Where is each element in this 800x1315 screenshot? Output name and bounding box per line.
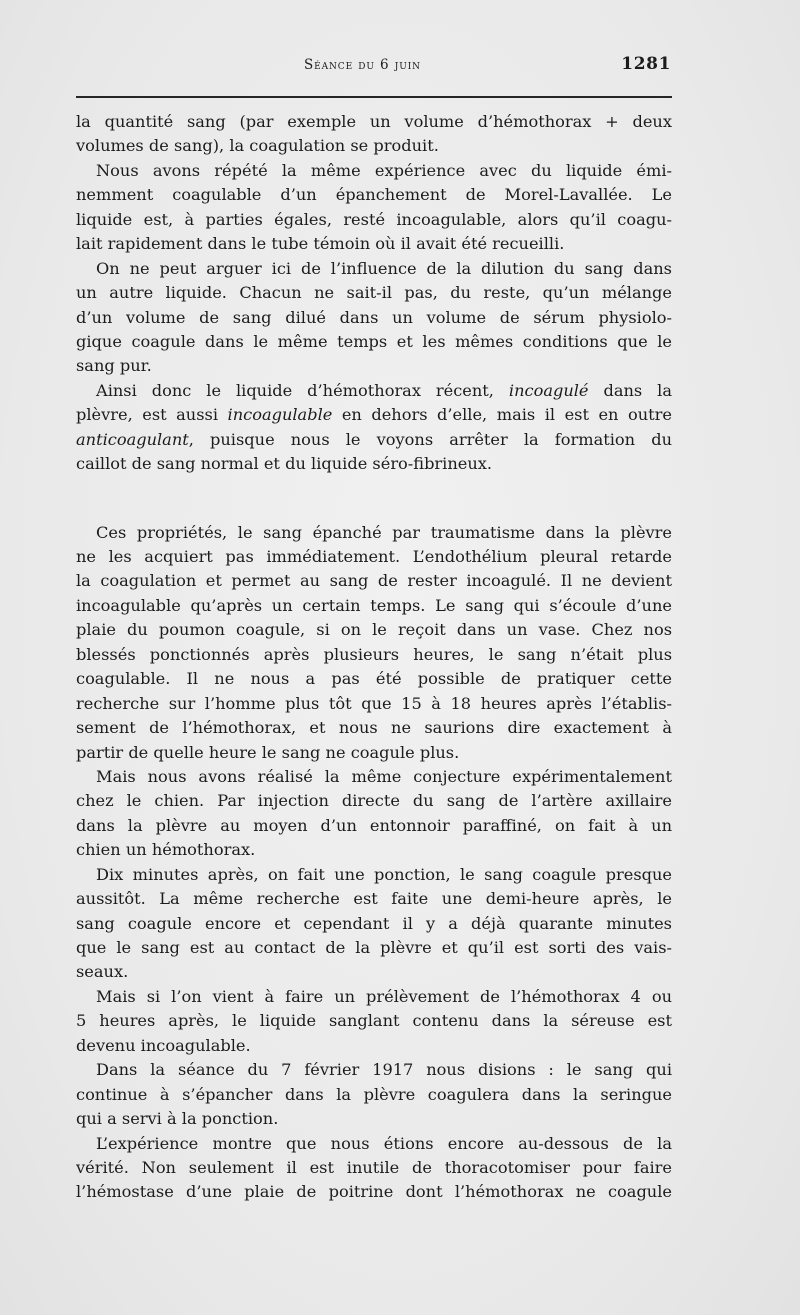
text-line: incoagulable qu’après un certain temps. Le sang qui s’écoule d’une — [76, 595, 672, 615]
paragraph — [76, 110, 672, 159]
text-line: liquide est, à parties égales, resté incoagulable, alors qu’il coagu- — [76, 209, 672, 229]
text-line: Mais nous avons réalisé la même conjecture expérimentalement — [96, 766, 672, 786]
text-line: vérité. Non seulement il est inutile de thoracotomiser pour faire — [76, 1157, 672, 1177]
text-line: partir de quelle heure le sang ne coagule plus. — [76, 742, 460, 762]
text-line: aussitôt. La même recherche est faite une demi-heure après, le — [76, 889, 672, 909]
paragraph — [76, 1132, 672, 1205]
section-gap — [76, 477, 672, 521]
text-line: devenu incoagulable. — [76, 1035, 251, 1055]
text-line: Mais si l’on vient à faire un prélèvement de l’hémothorax 4 ou — [96, 986, 672, 1006]
text-line — [76, 403, 672, 427]
text-line: chez le chien. Par injection directe du sang de l’artère axillaire — [76, 791, 672, 811]
text-line: un autre liquide. Chacun ne sait-il pas, du reste, qu’un mélange — [76, 283, 672, 303]
text-line: qui a servi à la ponction. — [76, 1109, 279, 1129]
text-line: dans la plèvre au moyen d’un entonnoir paraffiné, on fait à un — [76, 815, 672, 835]
running-title — [304, 57, 421, 73]
body-text — [76, 110, 672, 1205]
text-line: nemment coagulable d’un épanchement de Morel-Lavallée. Le — [76, 185, 672, 205]
paragraph — [76, 521, 672, 765]
text-line: continue à s’épancher dans la plèvre coagulera dans la seringue — [76, 1084, 672, 1104]
italic-term: incoagulé — [508, 380, 589, 400]
page-header — [76, 54, 671, 80]
text-line: que le sang est au contact de la plèvre et qu’il est sorti des vais- — [76, 938, 672, 957]
text-run: , puisque nous le voyons arrêter la formation du — [188, 429, 672, 449]
text-line: 5 heures après, le liquide sanglant contenu dans la séreuse est — [76, 1011, 672, 1031]
paragraph — [76, 257, 672, 379]
text-line: sement de l’hémothorax, et nous ne saurions dire exactement à — [76, 718, 672, 738]
text-line: lait rapidement dans le tube témoin où il avait été recueilli. — [76, 234, 565, 254]
running-title-prefix: Séance du — [304, 57, 381, 73]
text-line: Nous avons répété la même expérience avec du liquide émi- — [96, 160, 672, 180]
text-line: seaux. — [76, 962, 129, 982]
page-number: 1281 — [621, 54, 671, 74]
paragraph — [76, 159, 672, 257]
text-line: blessés ponctionnés après plusieurs heures, le sang n’était plus — [76, 644, 672, 664]
running-title-month: juin — [389, 57, 421, 73]
paragraph — [76, 765, 672, 863]
text-line: sang coagule encore et cependant il y a déjà quarante minutes — [76, 913, 672, 933]
italic-term: incoagulable — [227, 405, 333, 425]
text-line: volumes de sang), la coagulation se produit. — [76, 136, 439, 156]
text-line: plaie du poumon coagule, si on le reçoit dans un vase. Chez nos — [76, 620, 672, 640]
text-line: gique coagule dans le même temps et les mêmes conditions que le — [76, 331, 672, 351]
text-line: On ne peut arguer ici de l’influence de la dilution du sang dans — [96, 258, 672, 278]
italic-term: anticoagulant — [76, 429, 189, 449]
text-line: l’hémostase d’une plaie de poitrine dont l’hémothorax ne coagule — [76, 1182, 672, 1202]
running-title-day: 6 — [380, 57, 390, 73]
text-run: en dehors d’elle, mais il est en outre — [332, 405, 672, 425]
text-run: Ainsi donc le liquide d’hémothorax récent, — [96, 380, 509, 400]
text-line: coagulable. Il ne nous a pas été possible de pratiquer cette — [76, 669, 672, 689]
paragraph — [76, 863, 672, 985]
paragraph — [76, 985, 672, 1058]
text-line: d’un volume de sang dilué dans un volume de sérum physiolo- — [76, 307, 672, 327]
text-line: sang pur. — [76, 356, 152, 376]
text-run: plèvre, est aussi — [76, 405, 228, 425]
text-line: la quantité sang (par exemple un volume d’hémothorax + deux — [76, 112, 672, 131]
text-line — [76, 428, 672, 452]
text-run: dans la — [588, 380, 672, 400]
paragraph — [76, 1058, 672, 1131]
text-line: Dans la séance du 7 février 1917 nous disions : le sang qui — [96, 1060, 672, 1080]
text-line: la coagulation et permet au sang de rester incoagulé. Il ne devient — [76, 571, 672, 591]
text-line: Ces propriétés, le sang épanché par traumatisme dans la plèvre — [96, 522, 672, 542]
text-line: ne les acquiert pas immédiatement. L’endothélium pleural retarde — [76, 547, 672, 566]
text-line: Dix minutes après, on fait une ponction, le sang coagule presque — [96, 864, 672, 884]
text-line: L’expérience montre que nous étions encore au-dessous de la — [96, 1133, 672, 1153]
header-rule — [76, 96, 672, 98]
paragraph — [76, 379, 672, 477]
text-line: chien un hémothorax. — [76, 840, 256, 860]
text-line — [76, 379, 672, 403]
text-line: caillot de sang normal et du liquide séro-fibrineux. — [76, 454, 493, 474]
text-line: recherche sur l’homme plus tôt que 15 à 18 heures après l’établis- — [76, 693, 672, 713]
